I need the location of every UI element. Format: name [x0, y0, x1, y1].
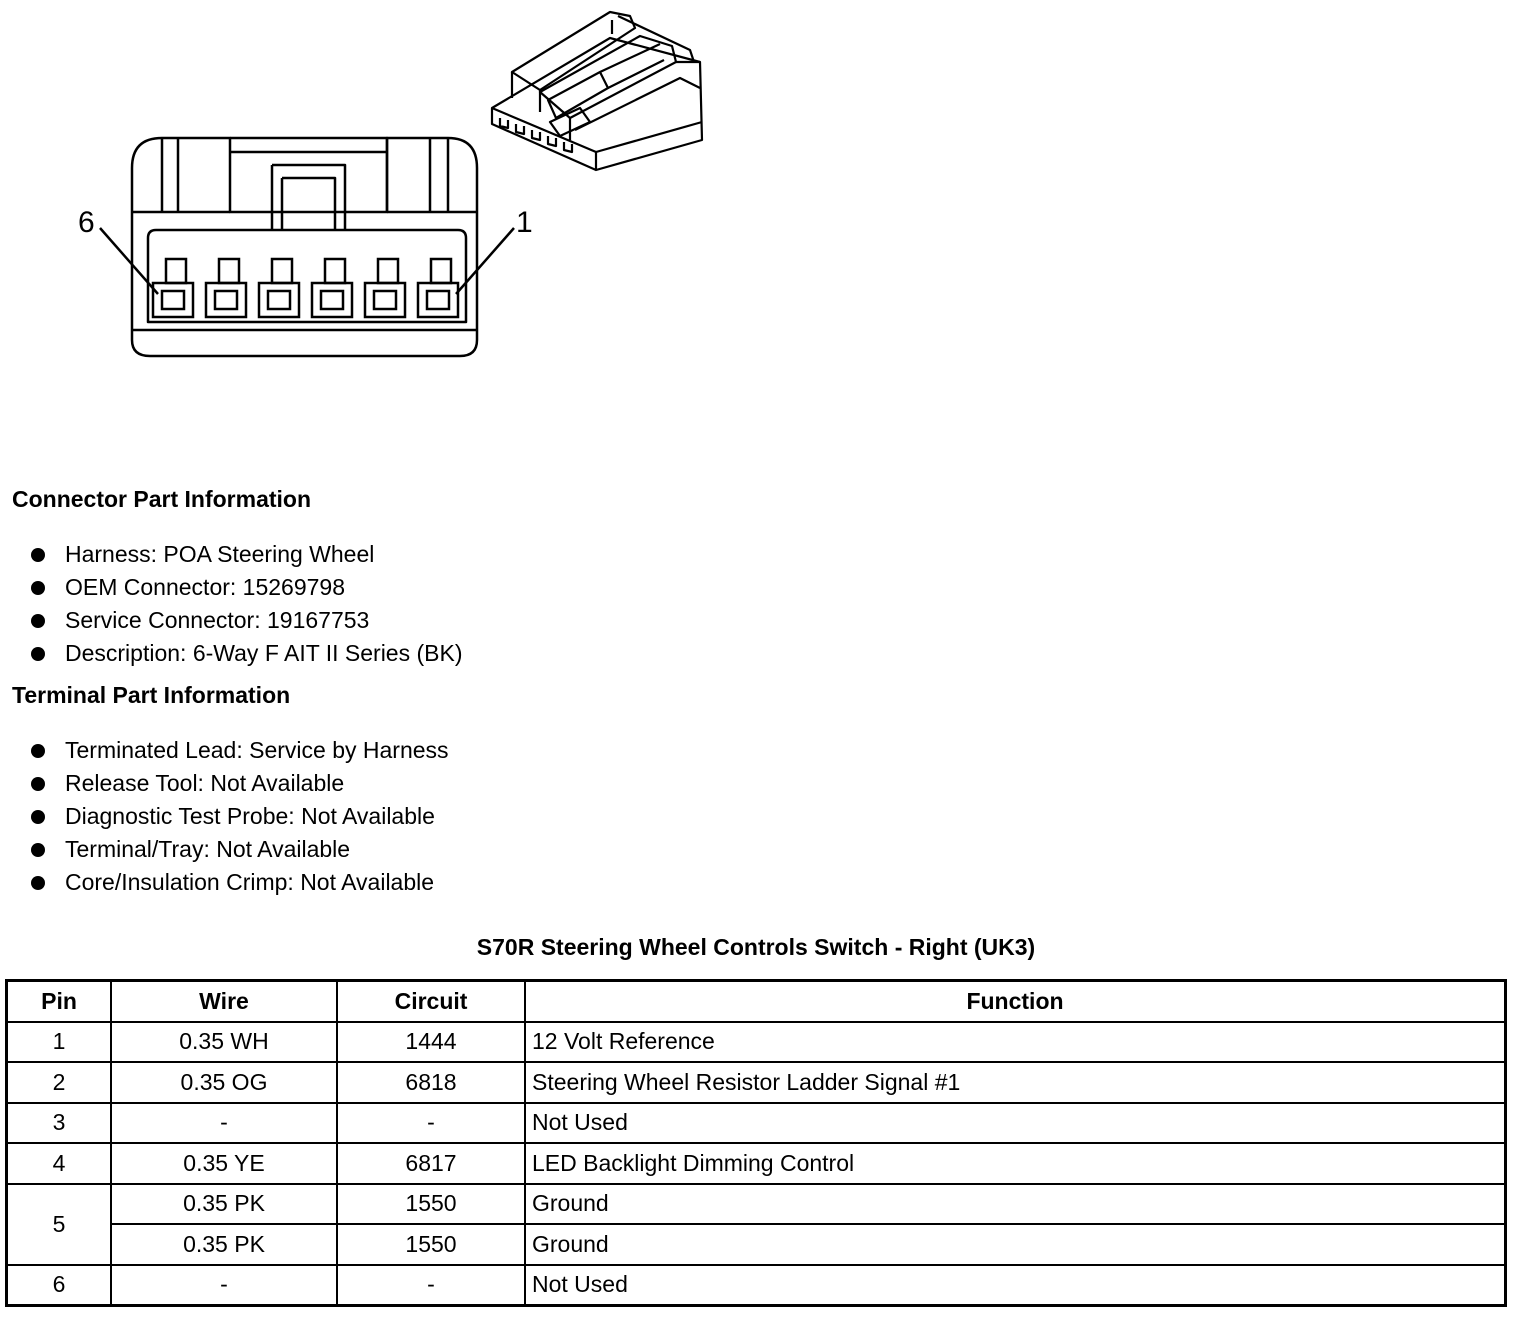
cavity-5 [206, 259, 246, 317]
connector-isometric-view [492, 12, 702, 170]
wire-cell: - [111, 1103, 337, 1144]
function-cell: Ground [525, 1184, 1506, 1225]
function-cell: 12 Volt Reference [525, 1022, 1506, 1063]
list-item: OEM Connector: 15269798 [28, 571, 463, 604]
terminal-cavities [153, 259, 458, 317]
table-row [7, 1184, 1506, 1225]
leader-line-pin-6 [100, 228, 158, 294]
circuit-cell: - [337, 1265, 525, 1306]
cavity-6 [153, 259, 193, 317]
header-wire: Wire [111, 981, 337, 1022]
pin-cell: 6 [7, 1265, 112, 1306]
connector-top-block [230, 138, 387, 230]
bullet-icon [31, 744, 45, 758]
bullet-icon [31, 810, 45, 824]
cavity-1 [418, 259, 458, 317]
pinout-table [5, 979, 1507, 1307]
pin-cell: 4 [7, 1143, 112, 1184]
list-item: Harness: POA Steering Wheel [28, 538, 463, 571]
bullet-icon [31, 647, 45, 661]
connector-diagram [0, 0, 760, 400]
cavity-2 [365, 259, 405, 317]
list-item: Description: 6-Way F AIT II Series (BK) [28, 637, 463, 670]
wire-cell: - [111, 1265, 337, 1306]
function-cell: LED Backlight Dimming Control [525, 1143, 1506, 1184]
connector-face-outline [132, 138, 477, 356]
function-cell: Not Used [525, 1103, 1506, 1144]
bullet-icon [31, 581, 45, 595]
table-row [7, 1022, 1506, 1063]
list-item: Release Tool: Not Available [28, 767, 449, 800]
pin-label-1: 1 [516, 206, 533, 239]
circuit-cell: 6818 [337, 1062, 525, 1103]
table-row [7, 1224, 1506, 1265]
pinout-table-title: S70R Steering Wheel Controls Switch - Right (UK3) [476, 934, 1036, 960]
pin-cell: 2 [7, 1062, 112, 1103]
header-pin: Pin [7, 981, 112, 1022]
header-circuit: Circuit [337, 981, 525, 1022]
connector-part-info-list [28, 538, 463, 670]
table-row [7, 1143, 1506, 1184]
pin-label-6: 6 [78, 206, 95, 239]
list-item: Service Connector: 19167753 [28, 604, 463, 637]
circuit-cell: 1550 [337, 1224, 525, 1265]
wire-cell: 0.35 OG [111, 1062, 337, 1103]
pin-cell: 3 [7, 1103, 112, 1144]
header-function: Function [525, 981, 1506, 1022]
table-row [7, 1062, 1506, 1103]
table-row [7, 1265, 1506, 1306]
bullet-icon [31, 614, 45, 628]
table-row [7, 1103, 1506, 1144]
list-item: Terminal/Tray: Not Available [28, 833, 449, 866]
bullet-icon [31, 843, 45, 857]
leader-line-pin-1 [456, 228, 514, 294]
wire-cell: 0.35 YE [111, 1143, 337, 1184]
circuit-cell: - [337, 1103, 525, 1144]
connector-part-info-heading: Connector Part Information [12, 486, 312, 512]
function-cell: Steering Wheel Resistor Ladder Signal #1 [525, 1062, 1506, 1103]
terminal-part-info-heading: Terminal Part Information [12, 682, 291, 708]
cavity-3 [312, 259, 352, 317]
wire-cell: 0.35 WH [111, 1022, 337, 1063]
wire-cell: 0.35 PK [111, 1184, 337, 1225]
function-cell: Ground [525, 1224, 1506, 1265]
cavity-4 [259, 259, 299, 317]
list-item: Core/Insulation Crimp: Not Available [28, 866, 449, 899]
circuit-cell: 1444 [337, 1022, 525, 1063]
bullet-icon [31, 548, 45, 562]
bullet-icon [31, 777, 45, 791]
table-header-row [7, 981, 1506, 1022]
list-item: Diagnostic Test Probe: Not Available [28, 800, 449, 833]
circuit-cell: 1550 [337, 1184, 525, 1225]
pin-cell: 5 [7, 1184, 112, 1265]
pin-cell: 1 [7, 1022, 112, 1063]
wire-cell: 0.35 PK [111, 1224, 337, 1265]
list-item: Terminated Lead: Service by Harness [28, 734, 449, 767]
circuit-cell: 6817 [337, 1143, 525, 1184]
terminal-part-info-list [28, 734, 449, 899]
bullet-icon [31, 876, 45, 890]
function-cell: Not Used [525, 1265, 1506, 1306]
